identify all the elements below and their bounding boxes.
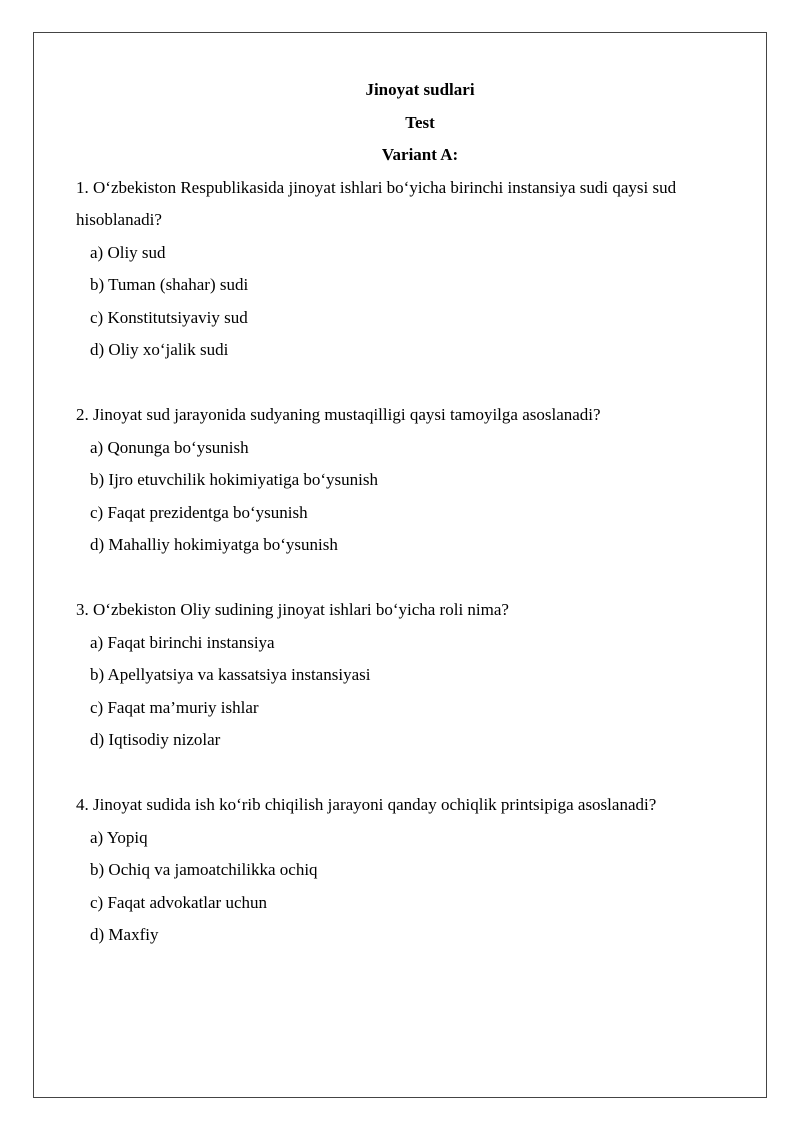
answer-option: c) Faqat ma’muriy ishlar — [90, 697, 259, 717]
answer-option: c) Faqat advokatlar uchun — [90, 892, 268, 912]
answer-options — [76, 627, 748, 757]
question-text: 3. O‘zbekiston Oliy sudining jinoyat ishlari bo‘yicha roli nima? — [76, 600, 509, 619]
answer-option: a) Qonunga bo‘ysunish — [90, 437, 249, 457]
variant-label: Variant A: — [381, 145, 459, 164]
answer-option: a) Faqat birinchi instansiya — [90, 632, 275, 652]
spacer — [76, 757, 748, 790]
document-title: Jinoyat sudlari — [365, 80, 475, 99]
answer-option: b) Tuman (shahar) sudi — [90, 275, 249, 294]
answer-option: b) Ochiq va jamoatchilikka ochiq — [90, 860, 318, 879]
answer-option: d) Maxfiy — [90, 925, 159, 944]
question-text: 1. O‘zbekiston Respublikasida jinoyat ishlari bo‘yicha birinchi instansiya sudi qaysi sud hisoblanadi? — [76, 177, 677, 229]
question-3 — [76, 594, 748, 757]
document-subtitle: Test — [405, 112, 435, 132]
question-text: 4. Jinoyat sudida ish ko‘rib chiqilish jarayoni qanday ochiqlik printsipiga asoslanadi? — [76, 795, 657, 814]
answer-option: d) Oliy xo‘jalik sudi — [90, 340, 229, 359]
question-text: 2. Jinoyat sud jarayonida sudyaning mustaqilligi qaysi tamoyilga asoslanadi? — [76, 405, 601, 424]
answer-options — [76, 432, 748, 562]
question-1 — [76, 172, 748, 367]
answer-options — [76, 822, 748, 952]
answer-option: c) Konstitutsiyaviy sud — [90, 307, 248, 327]
answer-option: a) Yopiq — [90, 827, 148, 847]
answer-option: d) Mahalliy hokimiyatga bo‘ysunish — [90, 535, 338, 554]
document-body — [76, 74, 748, 952]
answer-option: b) Apellyatsiya va kassatsiya instansiyasi — [90, 665, 371, 684]
spacer — [76, 367, 748, 400]
question-2 — [76, 399, 748, 562]
answer-option: b) Ijro etuvchilik hokimiyatiga bo‘ysunish — [90, 470, 379, 489]
question-4 — [76, 789, 748, 952]
answer-option: a) Oliy sud — [90, 242, 166, 262]
answer-options — [76, 237, 748, 367]
answer-option: d) Iqtisodiy nizolar — [90, 730, 221, 749]
answer-option: c) Faqat prezidentga bo‘ysunish — [90, 502, 308, 522]
spacer — [76, 562, 748, 595]
